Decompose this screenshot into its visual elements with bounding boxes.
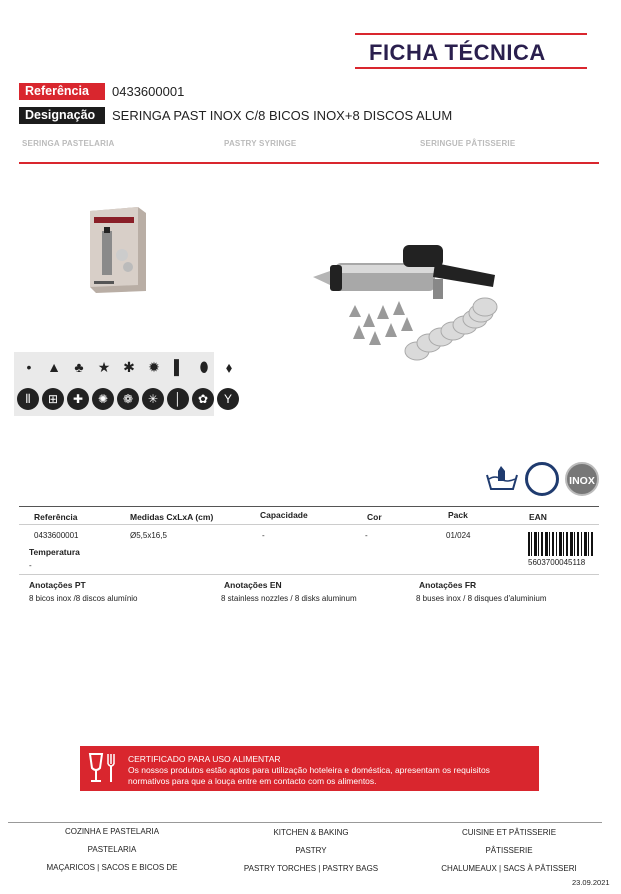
annotation-en-value: 8 stainless nozzles / 8 disks aluminum <box>221 594 357 603</box>
inox-badge: INOX <box>565 462 599 496</box>
footer-fr-3: CHALUMEAUX | SACS À PÂTISSERI <box>441 864 577 873</box>
disc-flower-icon: ✿ <box>192 388 214 410</box>
th-color: Cor <box>367 512 382 522</box>
header-divider <box>19 162 599 164</box>
td-dimensions: Ø5,5x16,5 <box>130 531 167 540</box>
document-date: 23.09.2021 <box>572 878 610 887</box>
footer-pt-3: MAÇARICOS | SACOS E BICOS DE <box>46 863 178 872</box>
footer-fr-2: PÂTISSERIE <box>485 846 533 855</box>
certificate-title: CERTIFICADO PARA USO ALIMENTAR <box>128 754 281 764</box>
hand-wash-icon <box>485 465 519 493</box>
ean-number: 5603700045118 <box>528 558 586 567</box>
th-capacity: Capacidade <box>260 510 308 520</box>
reference-value: 0433600001 <box>112 84 185 99</box>
reference-label: Referência <box>19 83 105 100</box>
th-dimensions: Medidas CxLxA (cm) <box>130 512 214 522</box>
annotations-line <box>19 574 599 575</box>
trefoil-icon: ♣ <box>74 359 84 375</box>
subtitle-en: PASTRY SYRINGE <box>224 139 297 148</box>
glass-fork-icon <box>88 752 118 784</box>
triangle-icon: ▲ <box>47 359 61 375</box>
dishwasher-icon <box>525 462 559 496</box>
disc-y-icon: Y <box>217 388 239 410</box>
td-capacity: - <box>262 531 265 540</box>
disc-tree-icon: ⊞ <box>42 388 64 410</box>
table-header-line <box>19 524 599 525</box>
dot-icon: • <box>26 359 32 375</box>
packaging-image <box>88 205 148 293</box>
th-reference: Referência <box>34 512 78 522</box>
subtitle-fr: SERINGUE PÂTISSERIE <box>420 139 516 148</box>
bar-icon: ▌ <box>174 359 184 375</box>
td-pack: 01/024 <box>446 531 471 540</box>
footer-line <box>8 822 602 823</box>
product-image <box>305 235 505 365</box>
th-pack: Pack <box>448 510 468 520</box>
title-box <box>355 33 587 69</box>
annotation-fr-label: Anotações FR <box>419 580 477 590</box>
footer-en-1: KITCHEN & BAKING <box>273 828 349 837</box>
sun-icon: ✹ <box>148 359 160 375</box>
disc-cross-icon: ✚ <box>67 388 89 410</box>
star-icon: ★ <box>97 359 111 375</box>
annotation-en-label: Anotações EN <box>224 580 282 590</box>
leaf-icon: ⬧ <box>225 359 233 375</box>
annotation-pt-value: 8 bicos inox /8 discos alumínio <box>29 594 138 603</box>
td-color: - <box>365 531 368 540</box>
food-certificate-banner <box>80 746 539 791</box>
subtitle-pt: SERINGA PASTELARIA <box>22 139 115 148</box>
disc-lines-icon: ⦀ <box>17 388 39 410</box>
temperature-value: - <box>29 561 32 570</box>
th-ean: EAN <box>529 512 547 522</box>
designation-label: Designação <box>19 107 105 124</box>
drop-icon: ⬮ <box>199 359 209 375</box>
annotation-pt-label: Anotações PT <box>29 580 86 590</box>
footer-pt-1: COZINHA E PASTELARIA <box>64 827 160 836</box>
asterisk-icon: ✱ <box>123 359 135 375</box>
disc-bar-icon: │ <box>167 388 189 410</box>
td-reference: 0433600001 <box>34 531 79 540</box>
shape-icons <box>14 352 233 416</box>
ean-barcode <box>528 532 594 556</box>
footer-pt-2: PASTELARIA <box>87 845 137 854</box>
disc-snow-icon: ✳ <box>142 388 164 410</box>
annotation-fr-value: 8 buses inox / 8 disques d'aluminium <box>416 594 547 603</box>
temperature-label: Temperatura <box>29 547 80 557</box>
certification-badges <box>485 462 599 496</box>
disc-gear-icon: ✺ <box>92 388 114 410</box>
page-title: FICHA TÉCNICA <box>369 40 546 65</box>
designation-value: SERINGA PAST INOX C/8 BICOS INOX+8 DISCOS ALUM <box>112 108 453 123</box>
footer-en-2: PASTRY <box>295 846 327 855</box>
footer-en-3: PASTRY TORCHES | PASTRY BAGS <box>243 864 379 873</box>
disc-dots-icon: ❁ <box>117 388 139 410</box>
table-top-line <box>19 506 599 507</box>
certificate-text: Os nossos produtos estão aptos para utilização hoteleira e doméstica, apresentam os requisitos normativos para que a louça entre em contacto com os alimentos. <box>128 765 490 786</box>
footer-fr-1: CUISINE ET PÂTISSERIE <box>461 828 557 837</box>
